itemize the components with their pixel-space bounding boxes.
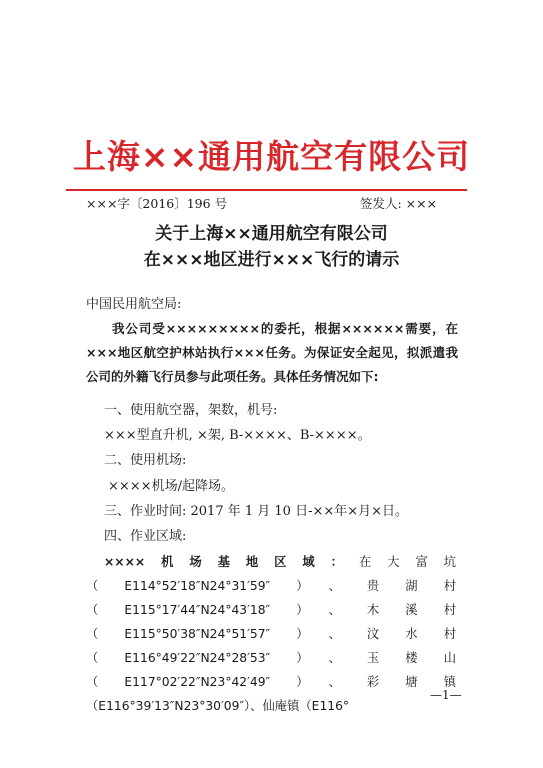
red-rule-divider bbox=[66, 189, 467, 191]
document-title-line2: 在×××地区进行×××飞行的请示 bbox=[143, 250, 400, 270]
item-airport-heading: 二、使用机场: bbox=[104, 453, 187, 468]
item-aircraft-heading: 一、使用航空器，架数，机号: bbox=[104, 403, 278, 418]
item-airport-value: ××××机场/起降场。 bbox=[108, 479, 234, 494]
signer-label: 签发人: ××× bbox=[360, 196, 438, 211]
item-operation-time: 三、作业时间: 2017 年 1 月 10 日-××年×月×日。 bbox=[104, 504, 409, 519]
letterhead-title: 上海××通用航空有限公司 bbox=[72, 137, 471, 176]
document-number: ×××字〔2016〕196 号 bbox=[86, 196, 228, 211]
item-operation-area-heading: 四、作业区域: bbox=[104, 529, 187, 544]
intro-paragraph: 我公司受×××××××××的委托，根据××××××需要，在×××地区航空护林站执行×××任务。为保证安全起见，拟派遣我公司的外籍飞行员参与此项任务。具体任务情况如下: bbox=[86, 321, 458, 384]
item-aircraft-value: ×××型直升机, ×架, B-××××、B-××××。 bbox=[104, 428, 371, 443]
operation-area-text: 在大富坑（E114°52′18″N24°31′59″）、贵湖村（E115°17′44″N24°43′18″）、木溪村（E115°50′38″N24°51′57″）、汶水村（E116°49′22″N24°28′53″）、玉楼山（E117°02′22″N23°42′49″）、彩塘镇（E116°39′13″N23°30′09″）、仙庵镇（E116° bbox=[86, 555, 456, 713]
document-title-line1: 关于上海××通用航空有限公司 bbox=[155, 224, 388, 244]
page-number: —1— bbox=[430, 688, 462, 702]
operation-area-lead: ××××机场基地区域： bbox=[104, 555, 359, 569]
operation-area-paragraph bbox=[86, 550, 456, 718]
addressee: 中国民用航空局: bbox=[86, 297, 182, 312]
